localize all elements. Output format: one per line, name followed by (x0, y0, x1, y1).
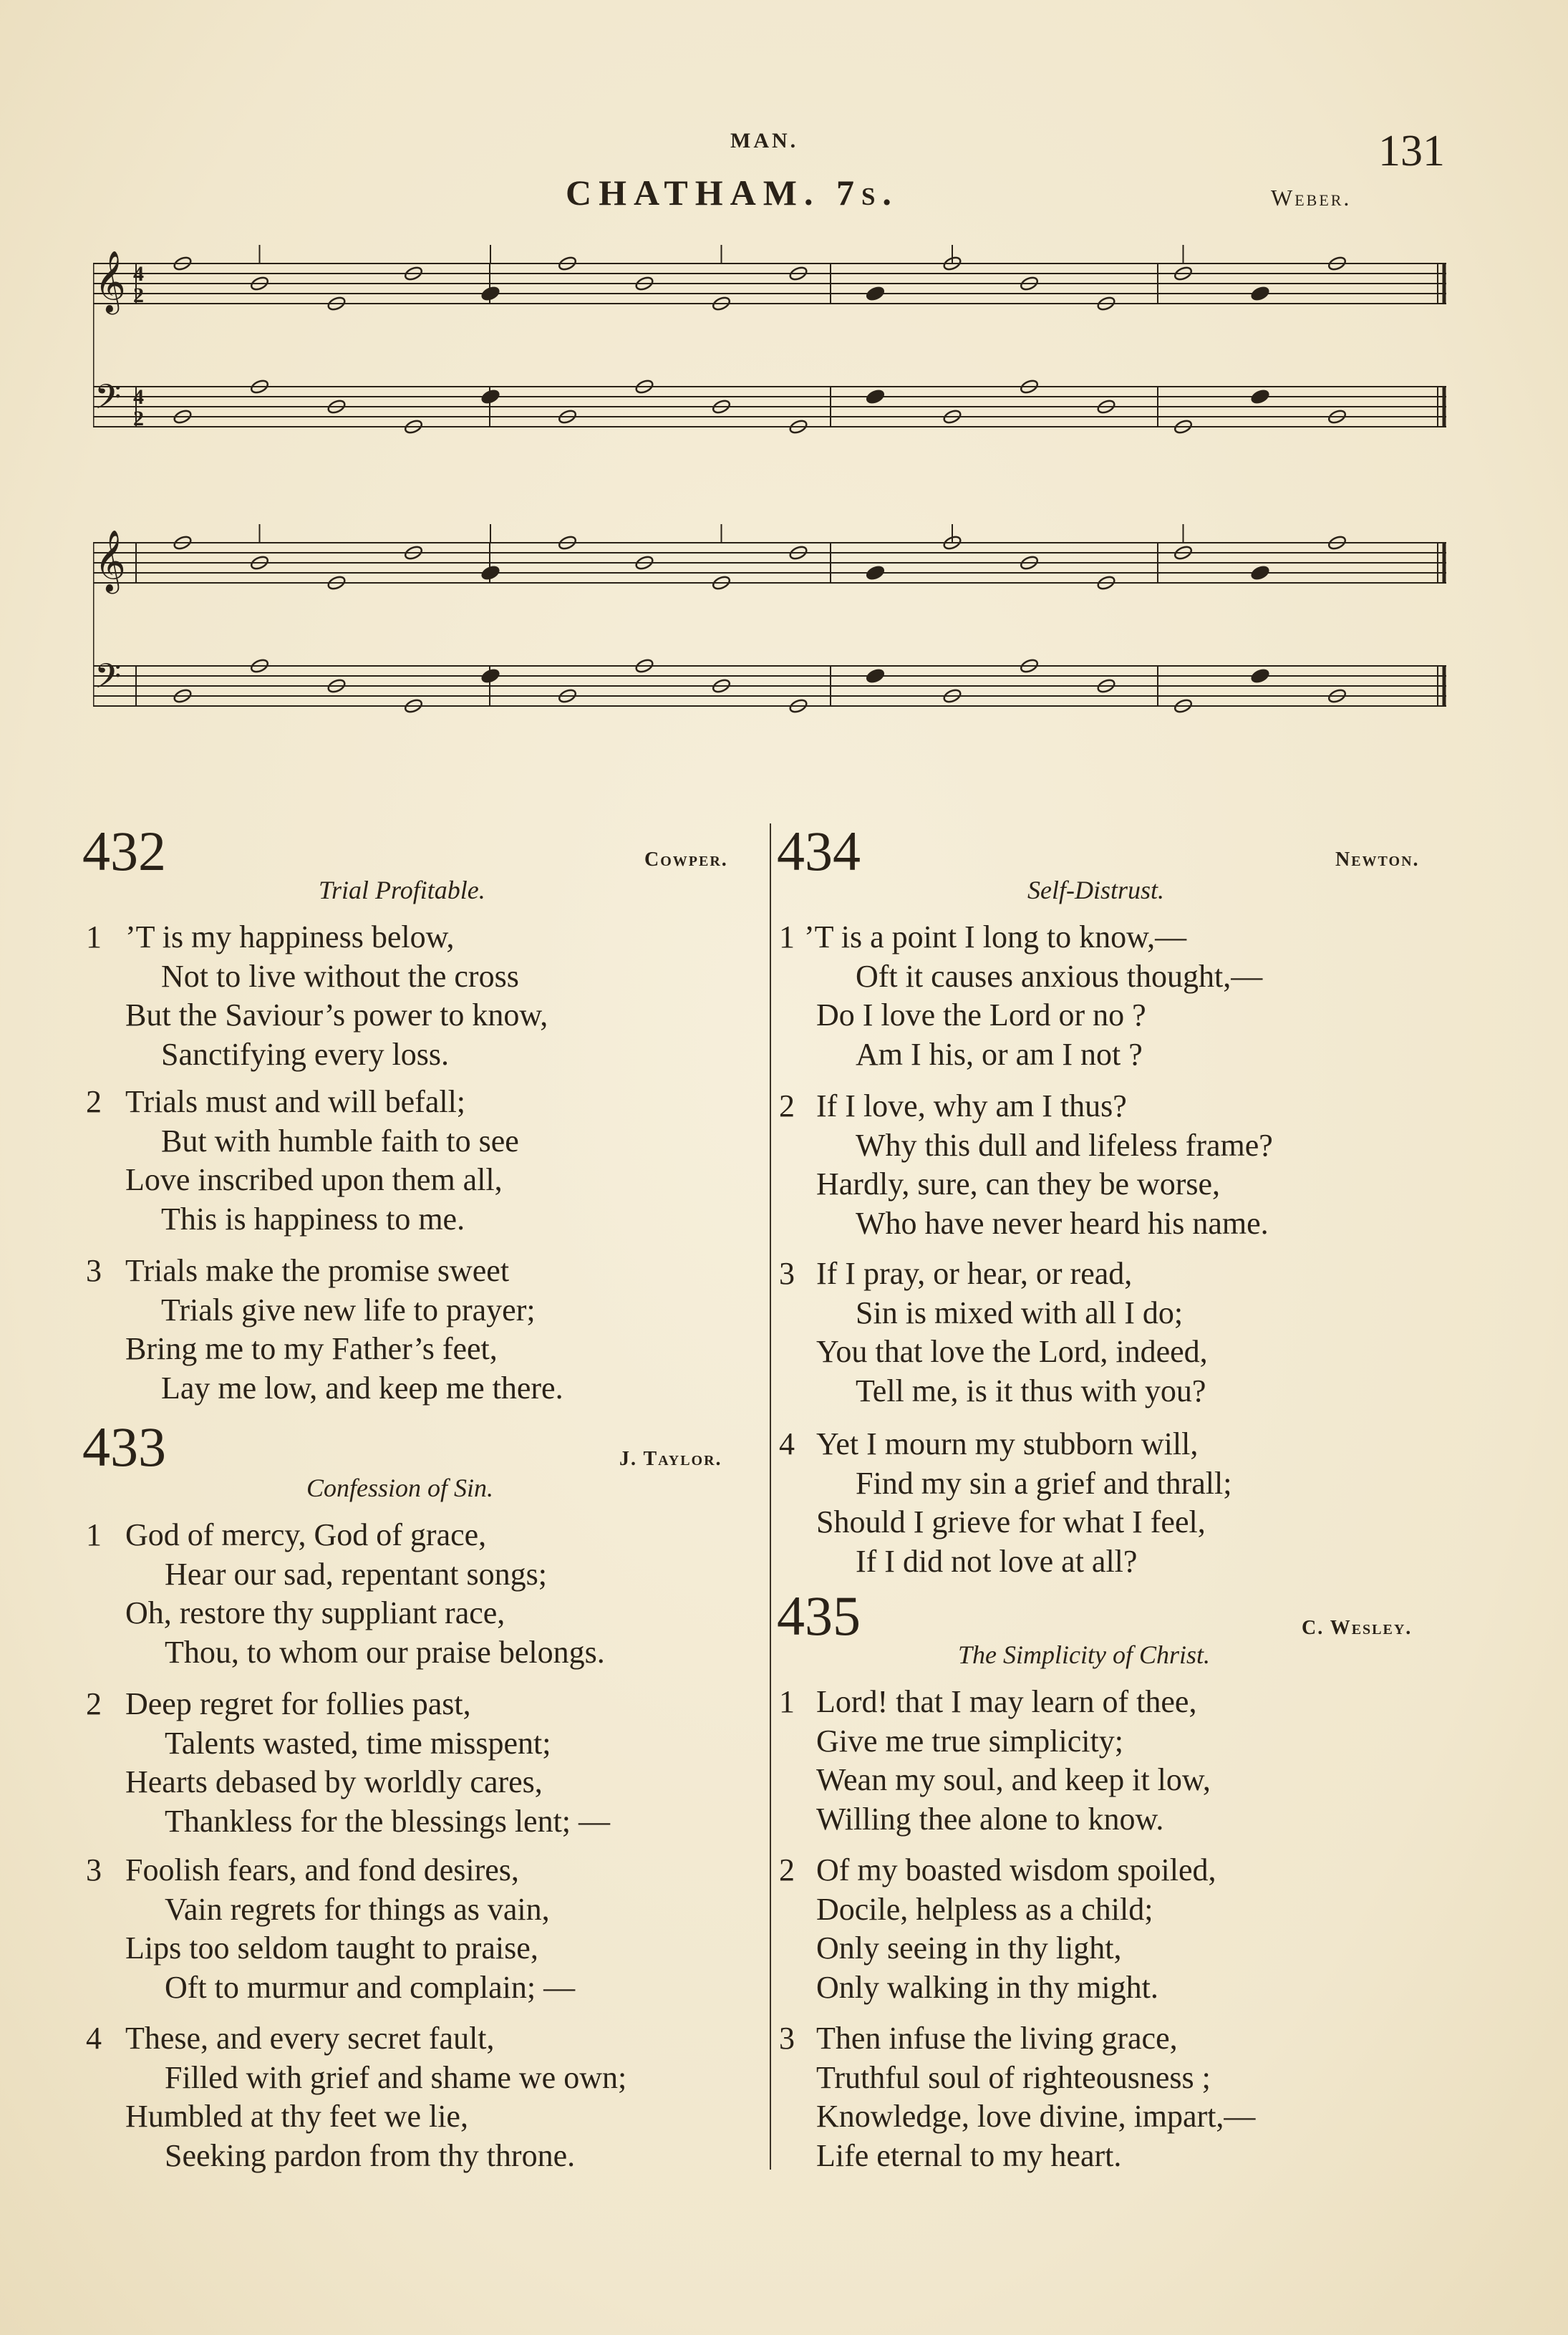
music-score (93, 236, 1453, 831)
hymn-number: 435 (777, 1585, 861, 1647)
note-head (866, 565, 886, 581)
time-signature: 2 (133, 284, 144, 307)
hymn-number: 433 (82, 1416, 166, 1478)
hymn-number: 432 (82, 820, 166, 882)
verse: 1 God of mercy, God of grace, Hear our sad, repentant songs; Oh, restore thy suppliant race, Thou, to whom our praise belongs. (86, 1517, 605, 1670)
verse: 1 ’T is my happiness below, Not to live without the cross But the Saviour’s power to know, Sanctifying every loss. (86, 919, 548, 1072)
verse: 4 Yet I mourn my stubborn will, Find my sin a grief and thrall; Should I grieve for what I feel, If I did not love at all? (779, 1426, 1232, 1579)
treble-clef: 𝄞 (95, 251, 126, 312)
hymn-author: Newton. (1335, 849, 1420, 871)
time-signature: 4 (133, 262, 144, 286)
verse: 1 ’T is a point I long to know,— Oft it causes anxious thought,— Do I love the Lord or no ? Am I his, or am I not ? (779, 919, 1263, 1072)
verse: 1 Lord! that I may learn of thee, Give me true simplicity; Wean my soul, and keep it low, Willing thee alone to know. (779, 1684, 1211, 1837)
verse: 3 Foolish fears, and fond desires, Vain regrets for things as vain, Lips too seldom taught to praise, Oft to murmur and complain; — (86, 1852, 576, 2005)
bass-clef: 𝄢 (95, 377, 122, 425)
note-head (1250, 389, 1270, 405)
note-head (866, 286, 886, 302)
verse: 2 Deep regret for follies past, Talents wasted, time misspent; Hearts debased by worldly cares, Thankless for the blessings lent; — (86, 1686, 611, 1839)
note-head (1250, 286, 1270, 302)
column-divider (770, 823, 771, 2170)
hymn-title: Self-Distrust. (1027, 876, 1165, 904)
note-head (866, 389, 886, 405)
page-number: 131 (1378, 127, 1445, 175)
tune-title: CHATHAM. 7s. (566, 173, 899, 213)
hymn-title: Confession of Sin. (306, 1474, 494, 1502)
verse: 2 If I love, why am I thus? Why this dull and lifeless frame? Hardly, sure, can they be worse, Who have never heard his name. (779, 1088, 1273, 1241)
bass-clef: 𝄢 (95, 656, 122, 705)
verse: 2 Of my boasted wisdom spoiled, Docile, helpless as a child; Only seeing in thy light, Only walking in thy might. (779, 1852, 1216, 2005)
verse: 4 These, and every secret fault, Filled with grief and shame we own; Humbled at thy feet we lie, Seeking pardon from thy throne. (86, 2021, 627, 2173)
hymn-title: Trial Profitable. (319, 876, 485, 904)
time-signature: 4 (133, 385, 144, 409)
treble-clef: 𝄞 (95, 530, 126, 591)
note-head (866, 668, 886, 685)
hymn-author: J. Taylor. (619, 1448, 722, 1470)
verse: 3 Then infuse the living grace, Truthful soul of righteousness ; Knowledge, love divine, impart,— Life eternal to my heart. (779, 2021, 1256, 2173)
hymn-number: 434 (777, 820, 861, 882)
tune-composer: Weber. (1271, 185, 1352, 211)
note-head (1250, 668, 1270, 685)
time-signature: 2 (133, 407, 144, 430)
note-head (1250, 565, 1270, 581)
hymn-title: The Simplicity of Christ. (958, 1640, 1211, 1669)
verse: 2 Trials must and will befall; But with humble faith to see Love inscribed upon them all, This is happiness to me. (86, 1084, 519, 1237)
section-heading: MAN. (730, 129, 799, 153)
hymn-author: C. Wesley. (1302, 1617, 1413, 1639)
hymn-author: Cowper. (644, 849, 728, 871)
verse: 3 If I pray, or hear, or read, Sin is mixed with all I do; You that love the Lord, indeed, Tell me, is it thus with you? (779, 1256, 1208, 1408)
verse: 3 Trials make the promise sweet Trials give new life to prayer; Bring me to my Father’s feet, Lay me low, and keep me there. (86, 1253, 563, 1406)
